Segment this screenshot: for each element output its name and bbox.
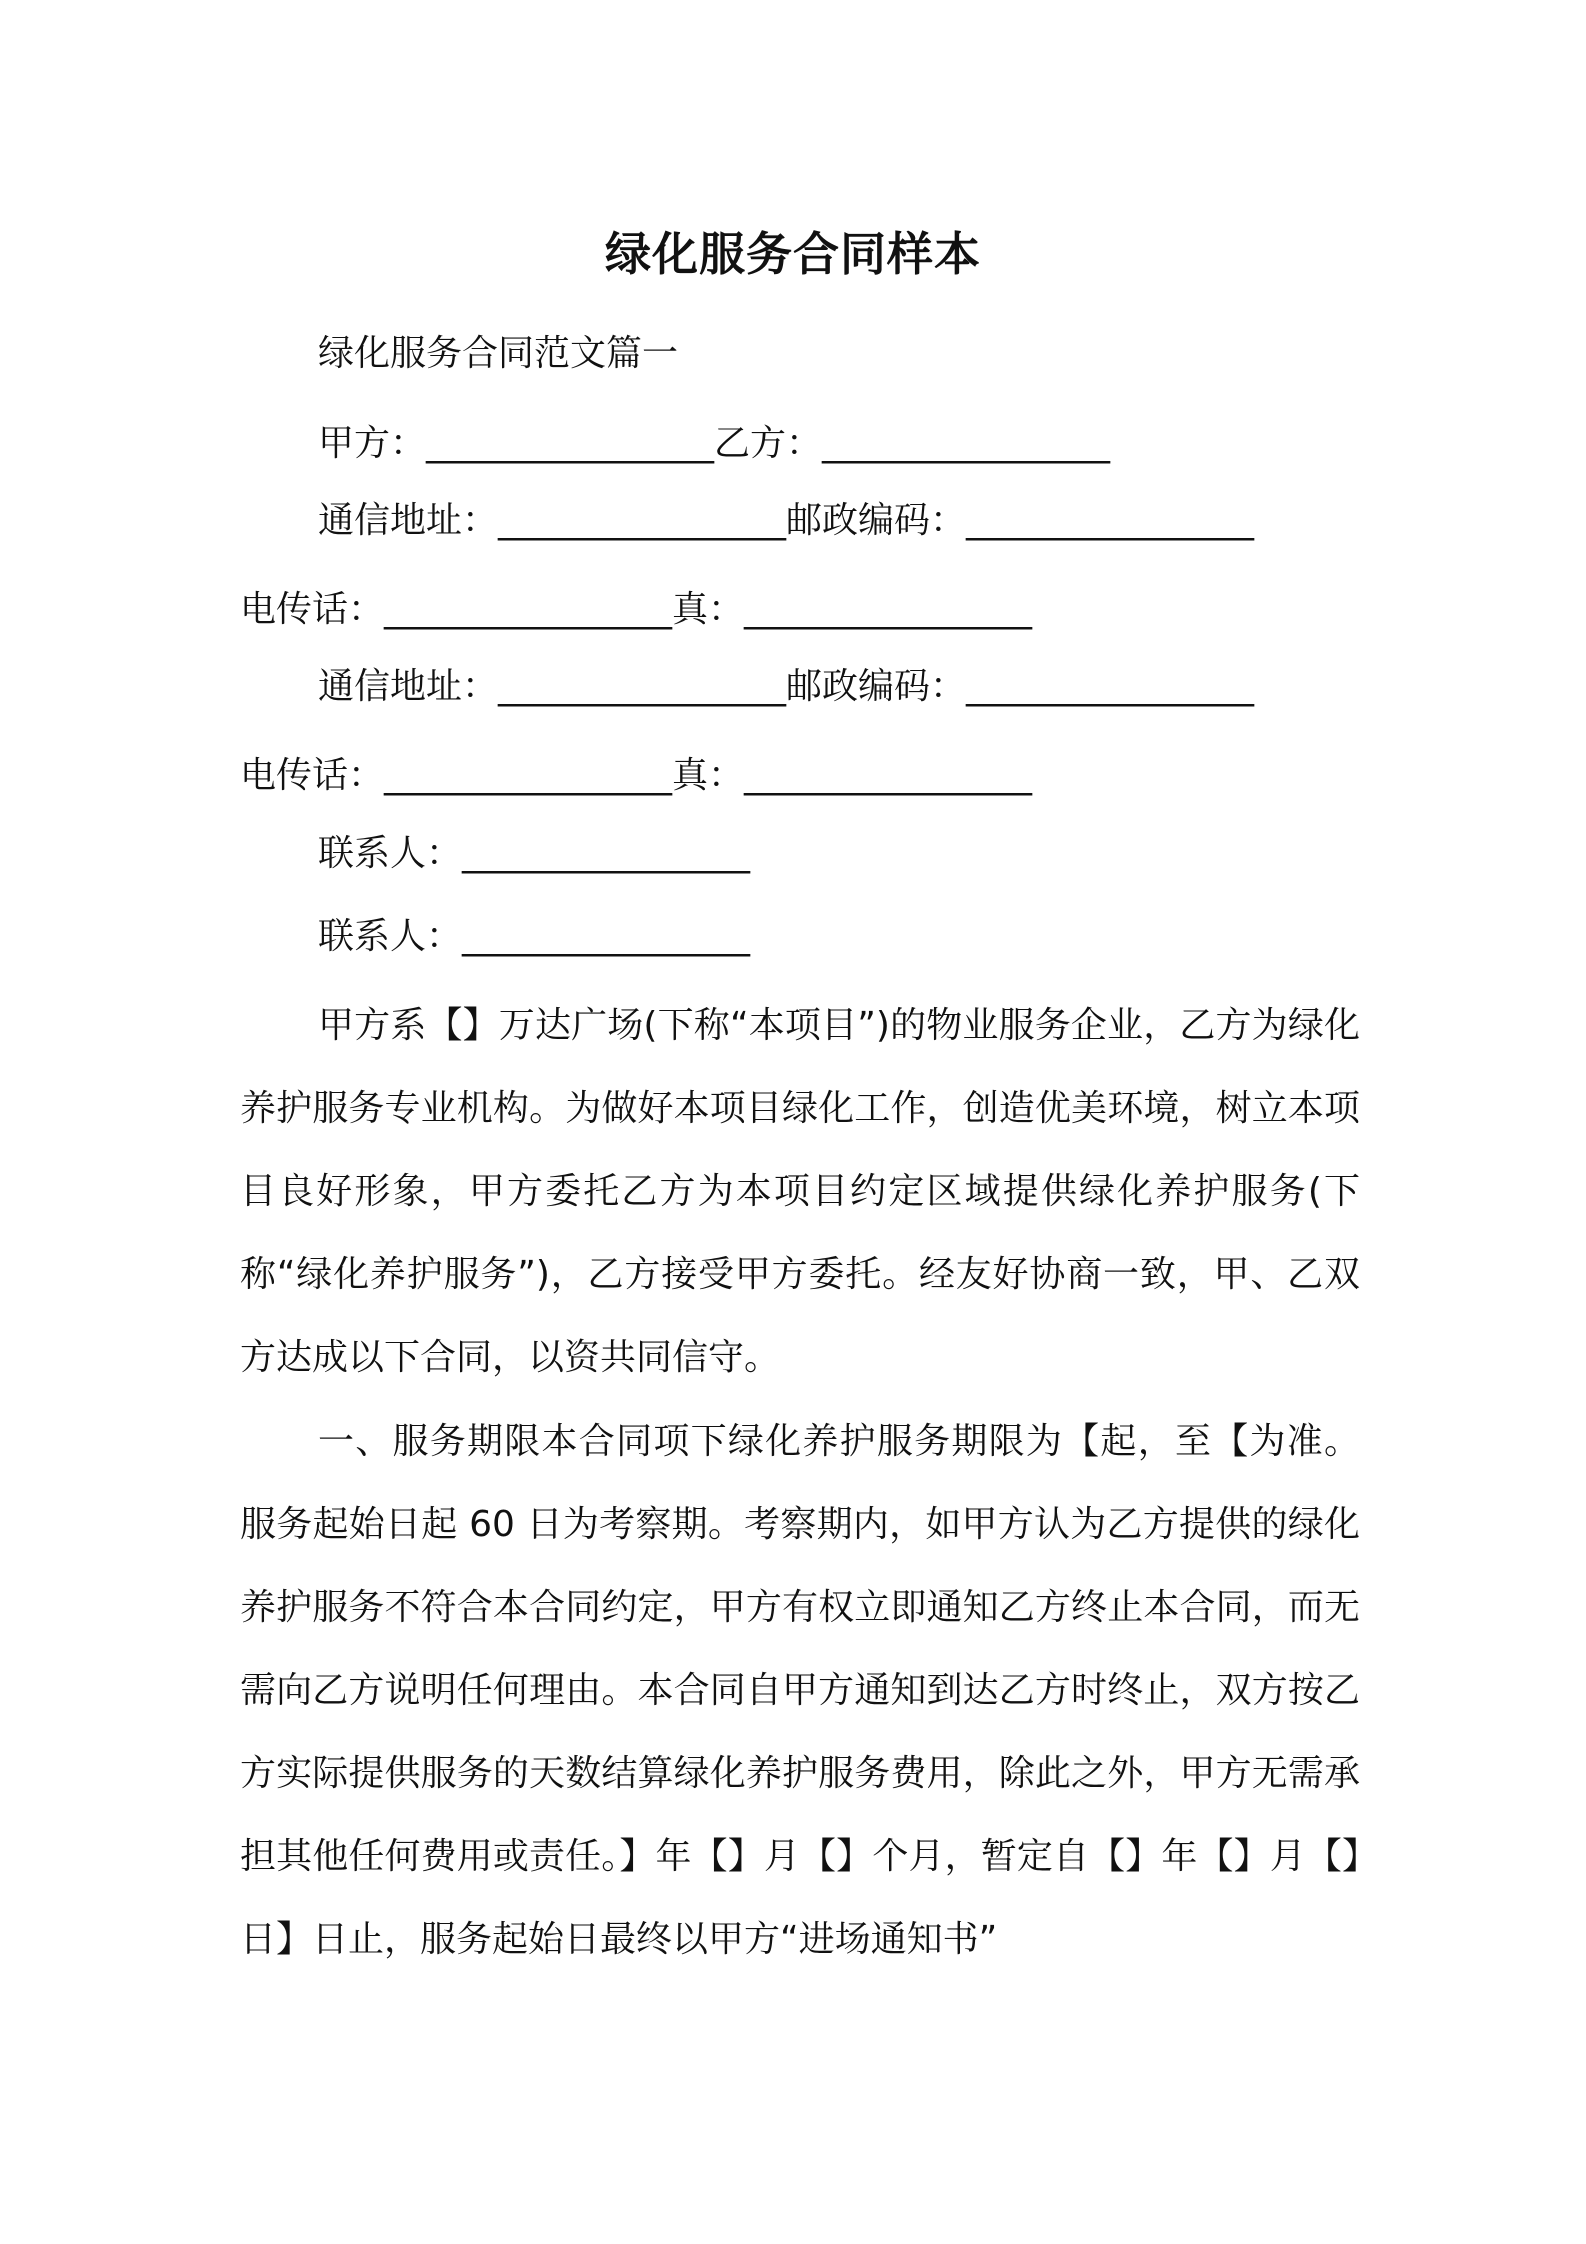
party-line: 甲方：________________乙方：________________ (318, 423, 1111, 464)
address-line-1: 通信地址：________________邮政编码：________________ (318, 500, 1255, 541)
phone-fax-line-1: 电传话：________________真：________________ (240, 589, 1033, 630)
contact-line-2: 联系人：________________ (318, 916, 751, 957)
paragraph-intro: 甲方系【】万达广场(下称“本项目”)的物业服务企业，乙方为绿化养护服务专业机构。为做好本项目绿化工作，创造优美环境，树立本项目良好形象，甲方委托乙方为本项目约定区域提供绿化养护服务(下称“绿化养护服务”)，乙方接受甲方委托。经友好协商一致，甲、乙双方达成以下合同，以资共同信守。 (240, 1005, 1360, 1378)
phone-fax-line-2: 电传话：________________真：________________ (240, 755, 1033, 796)
paragraph-service-term: 一、服务期限本合同项下绿化养护服务期限为【起，至【为准。服务起始日起 60 日为考察期。考察期内，如甲方认为乙方提供的绿化养护服务不符合本合同约定，甲方有权立即通知乙方终止本合同，而无需向乙方说明任何理由。本合同自甲方通知到达乙方时终止，双方按乙方实际提供服务的天数结算绿化养护服务费用，除此之外，甲方无需承担其他任何费用或责任。】年【】月【】个月，暂定自【】年【】月【】日】日止，服务起始日最终以甲方“进场通知书” (240, 1421, 1360, 1960)
address-line-2: 通信地址：________________邮政编码：________________ (318, 666, 1255, 707)
document-title: 绿化服务合同样本 (605, 227, 981, 281)
contract-subtitle: 绿化服务合同范文篇一 (318, 333, 679, 374)
contact-line-1: 联系人：________________ (318, 833, 751, 874)
